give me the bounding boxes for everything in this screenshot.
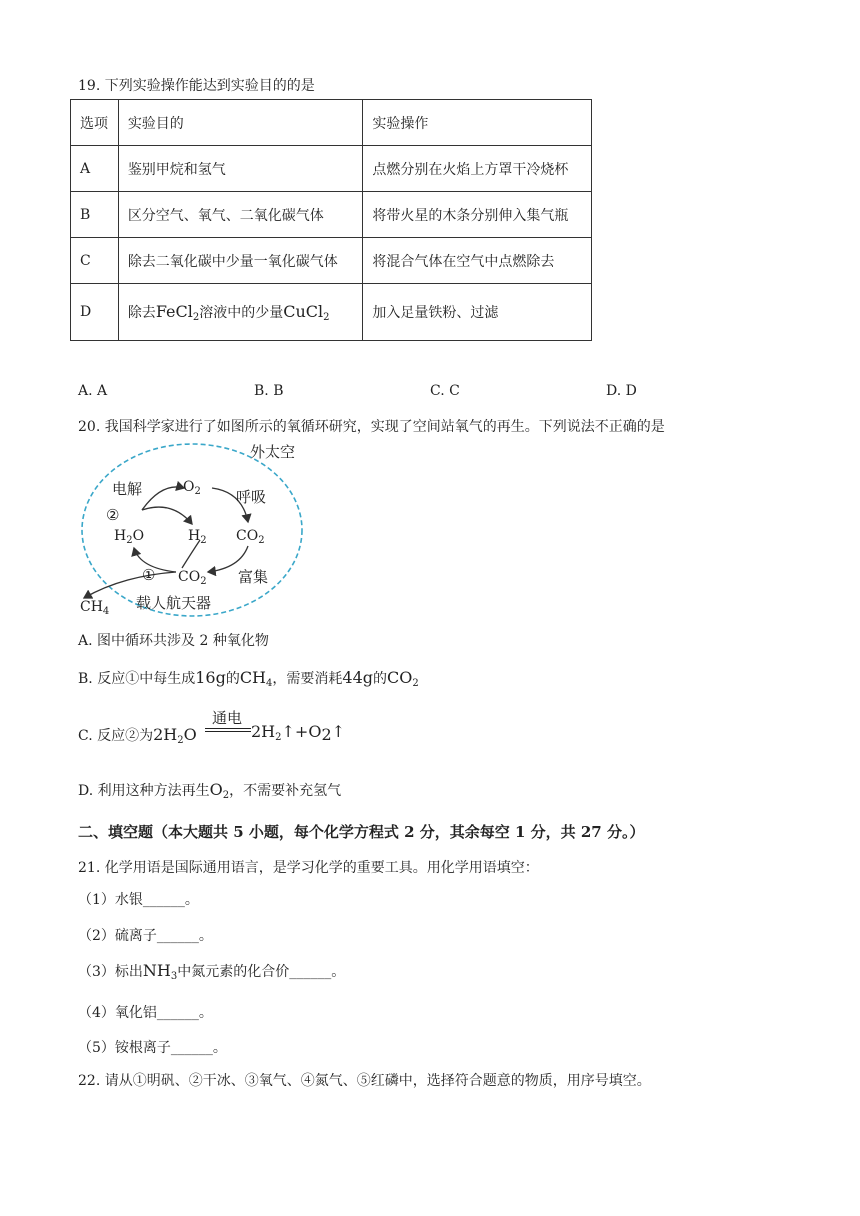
q20-stem: 20. 我国科学家进行了如图所示的氧循环研究，实现了空间站氧气的再生。下列说法不正确的是 [78,419,665,435]
electrolysis-arrow-o2 [142,487,184,510]
co2-bottom-label: $CO_2$ [178,569,207,587]
row-option: C [71,238,119,284]
equation-equals-sign [205,728,251,732]
q21-item-4: （4）氧化铝______。 [78,1005,213,1021]
q22-stem: 22. 请从①明矾、②干冰、③氧气、④氮气、⑤红磷中，选择符合题意的物质，用序号填空。 [78,1073,651,1089]
table-row [71,192,592,238]
row-operation: 将混合气体在空气中点燃除去 [363,238,592,284]
q21-item-2: （2）硫离子______。 [78,928,213,944]
row-goal: 除去二氧化碳中少量一氧化碳气体 [118,238,363,284]
experiment-table [70,99,592,341]
q21-item-3: （3）标出$NH_3$中氮元素的化合价______。 [78,961,346,982]
row-option: B [71,192,119,238]
row-option: D [71,284,119,341]
h2o-label: $H_2O$ [114,528,145,546]
equation-products: $2H_2↑+O_2↑$ [251,722,346,744]
table-header-row [71,100,592,146]
breathing-label: 呼吸 [236,488,267,506]
o2-label: $O_2$ [183,479,201,497]
row-goal: 区分空气、氧气、二氧化碳气体 [118,192,363,238]
enrich-label: 富集 [238,568,269,586]
h2-label: $H_2$ [188,528,207,546]
choice-d: D. D [606,383,637,399]
q20-option-c: C. 反应②为$2H_2O$ [78,725,197,746]
table-row [71,146,592,192]
table-row [71,284,592,341]
reaction2-marker: ② [106,506,120,524]
goal-text: 溶液中的少量 [199,304,284,321]
header-goal: 实验目的 [118,100,363,146]
q21-item-1: （1）水银______。 [78,892,199,908]
co2-right-label: $CO_2$ [236,528,265,546]
q20-option-b: B. 反应①中每生成16g的$CH_4$，需要消耗44g的$CO_2$ [78,668,419,689]
electrolysis-arrow-h2 [142,507,192,524]
ch4-label: $CH_4$ [80,599,110,617]
row-operation: 加入足量铁粉、过滤 [363,284,592,341]
q21-stem: 21. 化学用语是国际通用语言，是学习化学的重要工具。用化学用语填空： [78,860,539,876]
formula-cucl2: CuCl$_2$ [283,301,330,323]
choice-b: B. B [254,383,284,399]
formula-fecl2: FeCl$_2$ [155,301,200,323]
goal-text: 除去 [127,304,156,321]
header-operation: 实验操作 [363,100,592,146]
row-operation: 将带火星的木条分别伸入集气瓶 [363,192,592,238]
section2-title: 二、填空题（本大题共 5 小题，每个化学方程式 2 分，其余每空 1 分，共 27 分。） [78,823,645,841]
q21-item-5: （5）铵根离子______。 [78,1040,227,1056]
electrolysis-label: 电解 [112,480,143,498]
header-option: 选项 [71,100,119,146]
outer-space-label: 外太空 [250,443,296,461]
table-row [71,238,592,284]
q20-option-a: A. 图中循环共涉及 2 种氧化物 [78,633,269,649]
choice-c: C. C [430,383,460,399]
row-operation: 点燃分别在火焰上方罩干冷烧杯 [363,146,592,192]
reaction1-marker: ① [142,566,156,584]
q20-option-d: D. 利用这种方法再生$O_2$，不需要补充氢气 [78,780,342,801]
choice-a: A. A [78,383,108,399]
row-option: A [71,146,119,192]
condition-label: 通电 [212,709,243,727]
row-goal [118,284,363,341]
q19-stem: 19. 下列实验操作能达到实验目的的是 [78,78,315,94]
row-goal: 鉴别甲烷和氢气 [118,146,363,192]
spacecraft-label: 载人航天器 [136,594,212,612]
